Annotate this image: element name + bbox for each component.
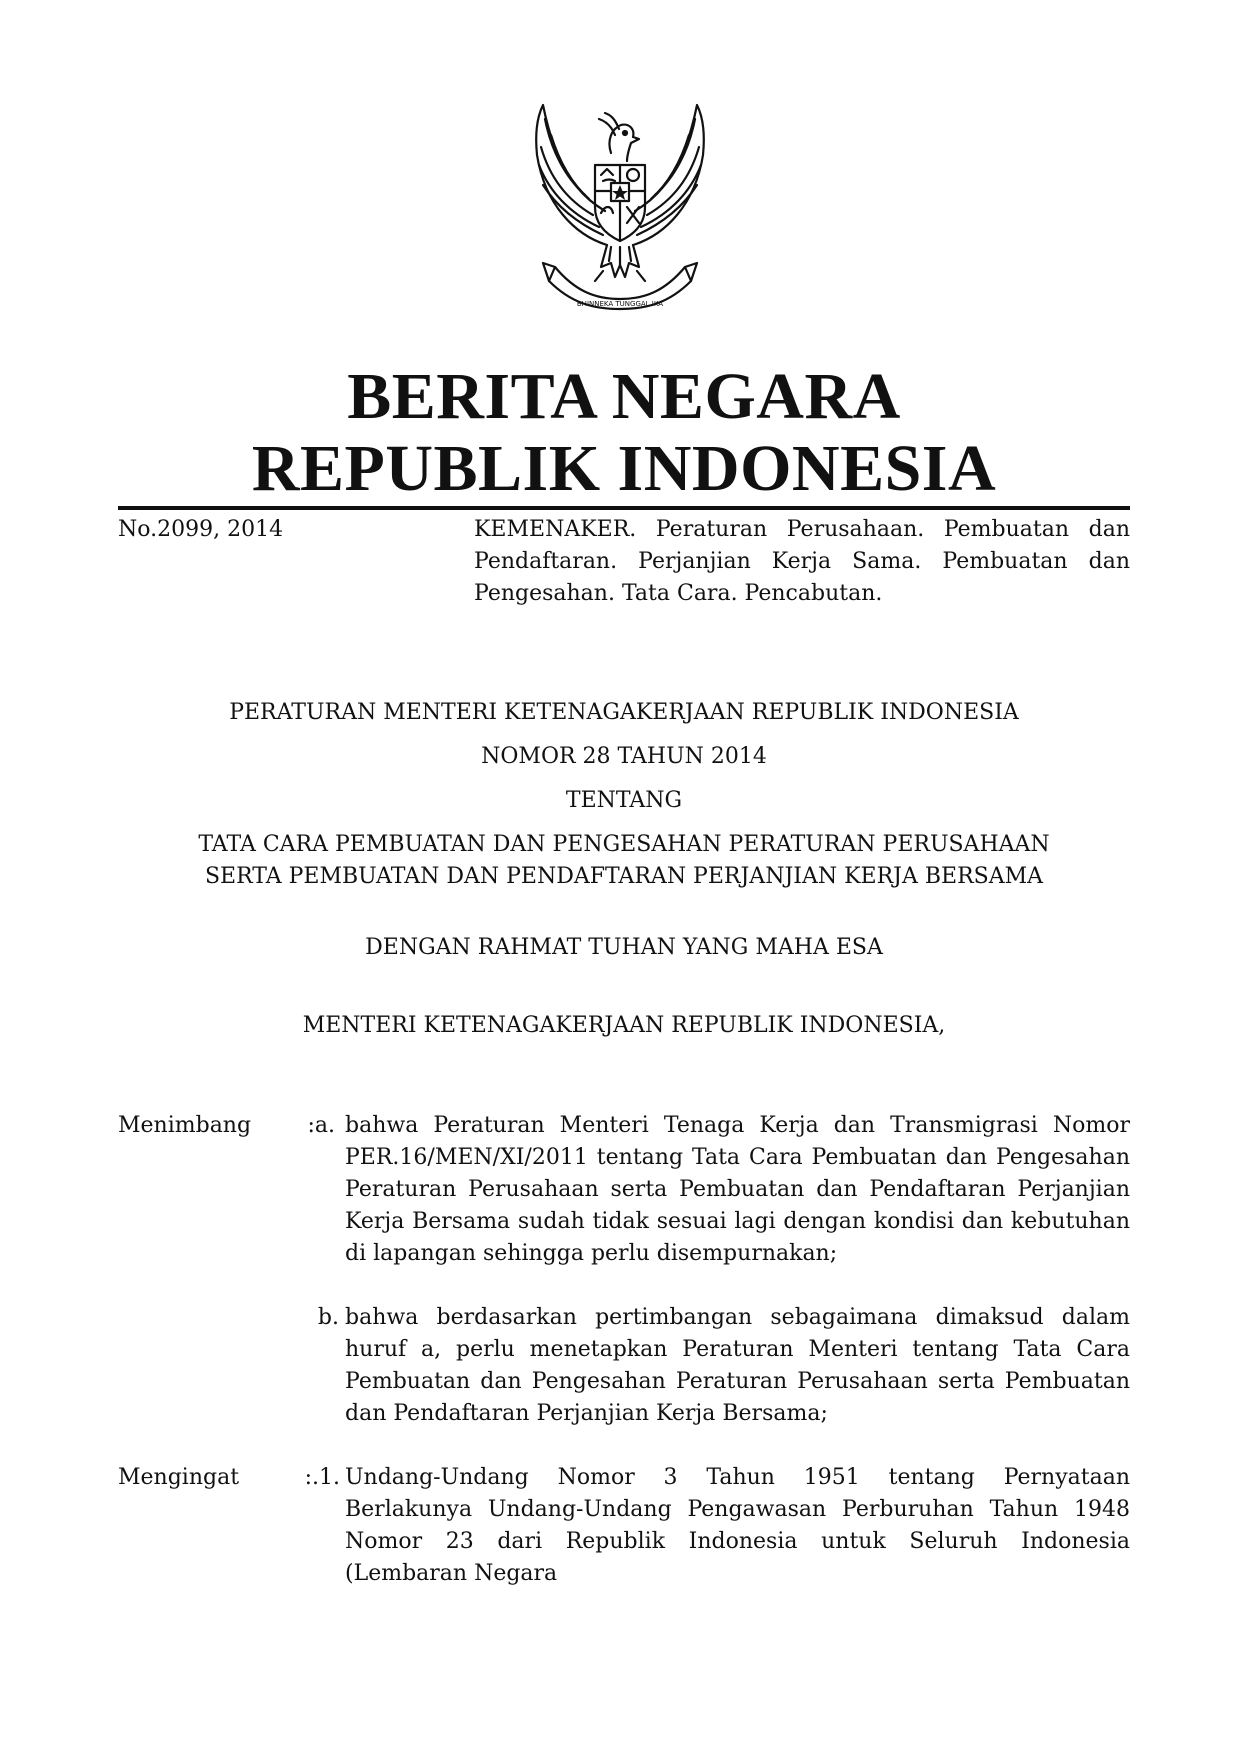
masthead-line-2: REPUBLIK INDONESIA [251,432,997,505]
regulation-subject-line-2: SERTA PEMBUATAN DAN PENDAFTARAN PERJANJIAN KERJA BERSAMA [204,864,1044,889]
invocation: DENGAN RAHMAT TUHAN YANG MAHA ESA [365,935,883,960]
garuda-emblem-icon [515,95,725,315]
issue-subject: KEMENAKER. Peraturan Perusahaan. Pembuatan dan Pendaftaran. Perjanjian Kerja Sama. Pembuatan dan Pengesahan. Tata Cara. Pencabutan. [474,517,1130,606]
masthead-rule [118,506,1130,510]
mengingat-marker-1: :.1. [304,1465,340,1490]
masthead-line-1: BERITA NEGARA [347,360,901,433]
menimbang-clause-a: bahwa Peraturan Menteri Tenaga Kerja dan Transmigrasi Nomor PER.16/MEN/XI/2011 tentang Tata Cara Pembuatan dan Pengesahan Peraturan Perusahaan serta Pembuatan dan Pendaftaran Perjanjian Kerja Bersama sudah tidak sesuai lagi dengan kondisi dan kebutuhan di lapangan sehingga perlu disempurnakan; [345,1113,1130,1266]
regulation-title: PERATURAN MENTERI KETENAGAKERJAAN REPUBLIK INDONESIA [229,700,1019,725]
authority: MENTERI KETENAGAKERJAAN REPUBLIK INDONESIA, [302,1013,946,1038]
svg-text:BHINNEKA TUNGGAL IKA: BHINNEKA TUNGGAL IKA [576,300,664,308]
mengingat-label: Mengingat [118,1465,240,1490]
regulation-about: TENTANG [565,788,683,813]
regulation-number: NOMOR 28 TAHUN 2014 [481,744,767,769]
regulation-subject-line-1: TATA CARA PEMBUATAN DAN PENGESAHAN PERATURAN PERUSAHAAN [198,832,1050,857]
menimbang-marker-a: :a. [307,1113,335,1138]
mengingat-clause-1: Undang-Undang Nomor 3 Tahun 1951 tentang Pernyataan Berlakunya Undang-Undang Pengawasan Perburuhan Tahun 1948 Nomor 23 dari Republik Indonesia untuk Seluruh Indonesia (Lembaran Negara [345,1465,1130,1586]
issue-number: No.2099, 2014 [118,517,284,542]
menimbang-clause-b: bahwa berdasarkan pertimbangan sebagaimana dimaksud dalam huruf a, perlu menetapkan Peraturan Menteri tentang Tata Cara Pembuatan dan Pengesahan Peraturan Perusahaan serta Pembuatan dan Pendaftaran Perjanjian Kerja Bersama; [345,1305,1130,1426]
menimbang-marker-b: b. [317,1305,339,1330]
menimbang-label: Menimbang [118,1113,252,1138]
